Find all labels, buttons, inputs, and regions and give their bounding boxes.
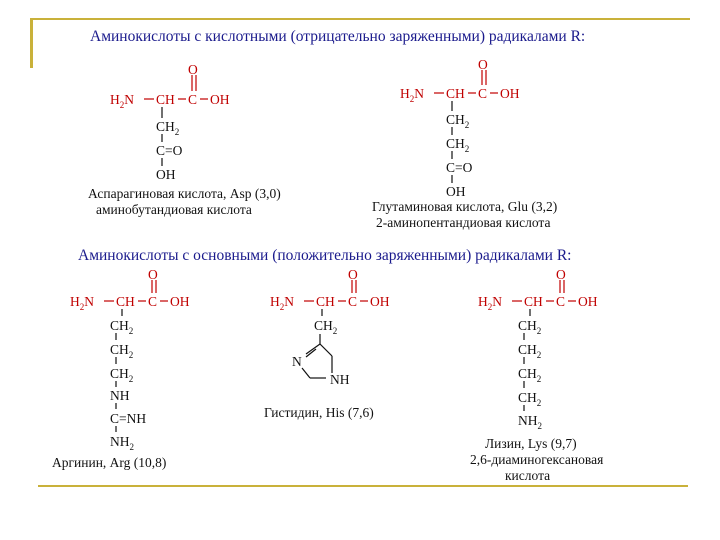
- lys-alt-name-2: кислота: [505, 468, 551, 483]
- ring-nh: NH: [330, 372, 350, 387]
- frame-bottom-line: [38, 485, 688, 487]
- frame-left-line: [30, 18, 33, 68]
- svg-text:OH: OH: [446, 184, 466, 199]
- asp-name: Аспарагиновая кислота, Asp (3,0): [88, 186, 281, 201]
- svg-text:CH2​: $CH_2$: [518, 390, 542, 408]
- glu-alt-name: 2-аминопентандиовая кислота: [376, 215, 551, 230]
- his-structure: [270, 270, 420, 395]
- arg-structure: [70, 270, 220, 452]
- svg-text:H2​N: $H_2N$: [270, 294, 294, 312]
- asp-alt-name: аминобутандиовая кислота: [96, 202, 252, 217]
- svg-text:NH: NH: [110, 388, 130, 403]
- svg-text:C: C: [556, 294, 566, 309]
- svg-text:H2​N: $H_2N$: [400, 86, 424, 104]
- ring-nitrogen: N: [292, 354, 302, 369]
- svg-text:NH2​: $NH_2$: [518, 413, 542, 430]
- svg-text:CH2​: $CH_2$: [518, 366, 542, 384]
- carbonyl-group: C=O: [156, 143, 183, 158]
- svg-text:NH2​: $NH_2$: [110, 434, 134, 452]
- svg-text:CH2​: $CH_2$: [110, 318, 134, 336]
- ch2-group: $CH_2$: [156, 119, 180, 137]
- svg-text:CH2​: $CH_2$: [446, 136, 470, 154]
- lys-structure: [478, 270, 628, 430]
- carboxyl-oh: OH: [210, 92, 230, 107]
- carboxyl-oxygen: O: [188, 62, 198, 77]
- svg-text:CH2​: $CH_2$: [518, 342, 542, 360]
- basic-section-title: Аминокислоты с основными (положительно заряженными) радикалами R:: [78, 247, 572, 264]
- amino-group: $H_2N$: [110, 92, 134, 110]
- asp-structure: [110, 62, 260, 182]
- svg-text:CH: CH: [116, 294, 135, 309]
- his-name: Гистидин, His (7,6): [264, 405, 374, 420]
- svg-text:CH2​: $CH_2$: [110, 342, 134, 360]
- frame-top-line: [30, 18, 690, 20]
- acidic-section-title: Аминокислоты с кислотными (отрицательно заряженными) радикалами R:: [90, 28, 586, 45]
- svg-text:CH: CH: [446, 86, 465, 101]
- svg-text:C: C: [148, 294, 158, 309]
- hydroxyl-group: OH: [156, 167, 176, 182]
- svg-text:O: O: [478, 58, 488, 72]
- svg-text:C=O: C=O: [446, 160, 473, 175]
- svg-text:O: O: [148, 270, 158, 282]
- svg-text:CH2​: $CH_2$: [110, 366, 134, 384]
- svg-text:C: C: [348, 294, 358, 309]
- lys-name: Лизин, Lys (9,7): [485, 436, 577, 451]
- svg-text:O: O: [556, 270, 566, 282]
- glu-name: Глутаминовая кислота, Glu (3,2): [372, 199, 558, 214]
- svg-text:OH: OH: [578, 294, 598, 309]
- svg-text:CH2​: $CH_2$: [314, 318, 338, 336]
- alpha-carbon: CH: [156, 92, 175, 107]
- svg-text:C: C: [478, 86, 488, 101]
- glu-structure: [400, 58, 550, 200]
- svg-text:O: O: [348, 270, 358, 282]
- carboxyl-carbon: C: [188, 92, 198, 107]
- arg-name: Аргинин, Arg (10,8): [52, 455, 167, 470]
- svg-text:OH: OH: [500, 86, 520, 101]
- lys-alt-name: 2,6-диаминогексановая: [470, 452, 604, 467]
- svg-text:CH2​: $CH_2$: [518, 318, 542, 336]
- svg-text:C=NH: C=NH: [110, 411, 147, 426]
- svg-text:H2​N: $H_2N$: [478, 294, 502, 312]
- svg-text:CH: CH: [524, 294, 543, 309]
- svg-text:CH2​: $CH_2$: [446, 112, 470, 130]
- imidazole-ring: [302, 344, 332, 378]
- svg-text:CH: CH: [316, 294, 335, 309]
- svg-text:OH: OH: [370, 294, 390, 309]
- svg-text:OH: OH: [170, 294, 190, 309]
- svg-text:H2​N: $H_2N$: [70, 294, 94, 312]
